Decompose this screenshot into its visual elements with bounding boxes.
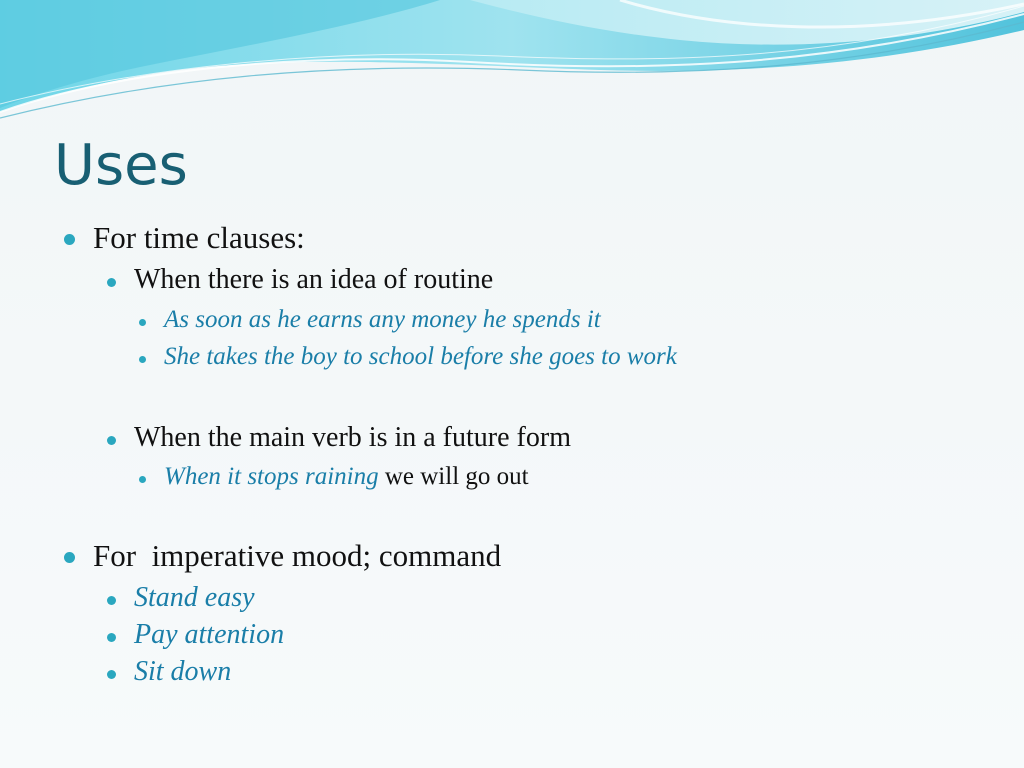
section-heading-imperative: For imperative mood; command [93, 538, 502, 573]
bullet-icon [64, 234, 75, 245]
example-sentence: As soon as he earns any money he spends it [164, 306, 601, 333]
example-command: Pay attention [134, 619, 285, 650]
example-command: Sit down [134, 656, 232, 687]
bullet-icon [139, 319, 146, 326]
example-sentence [164, 463, 529, 491]
bullet-icon [139, 476, 146, 483]
example-italic-part: When it stops raining [164, 463, 379, 490]
slide-title: Uses [54, 133, 188, 198]
bullet-icon [107, 278, 116, 287]
bullet-icon [107, 596, 116, 605]
example-sentence: She takes the boy to school before she goes to work [164, 343, 677, 370]
example-plain-part: we will go out [378, 463, 529, 490]
bullet-icon [107, 436, 116, 445]
bullet-icon [107, 633, 116, 642]
subpoint-routine: When there is an idea of routine [134, 264, 494, 295]
subpoint-future-form: When the main verb is in a future form [134, 422, 571, 453]
header-wave-decoration [0, 0, 1024, 130]
bullet-icon [139, 356, 146, 363]
section-heading-time-clauses: For time clauses: [93, 220, 305, 255]
example-command: Stand easy [134, 582, 255, 613]
bullet-icon [107, 670, 116, 679]
bullet-icon [64, 552, 75, 563]
